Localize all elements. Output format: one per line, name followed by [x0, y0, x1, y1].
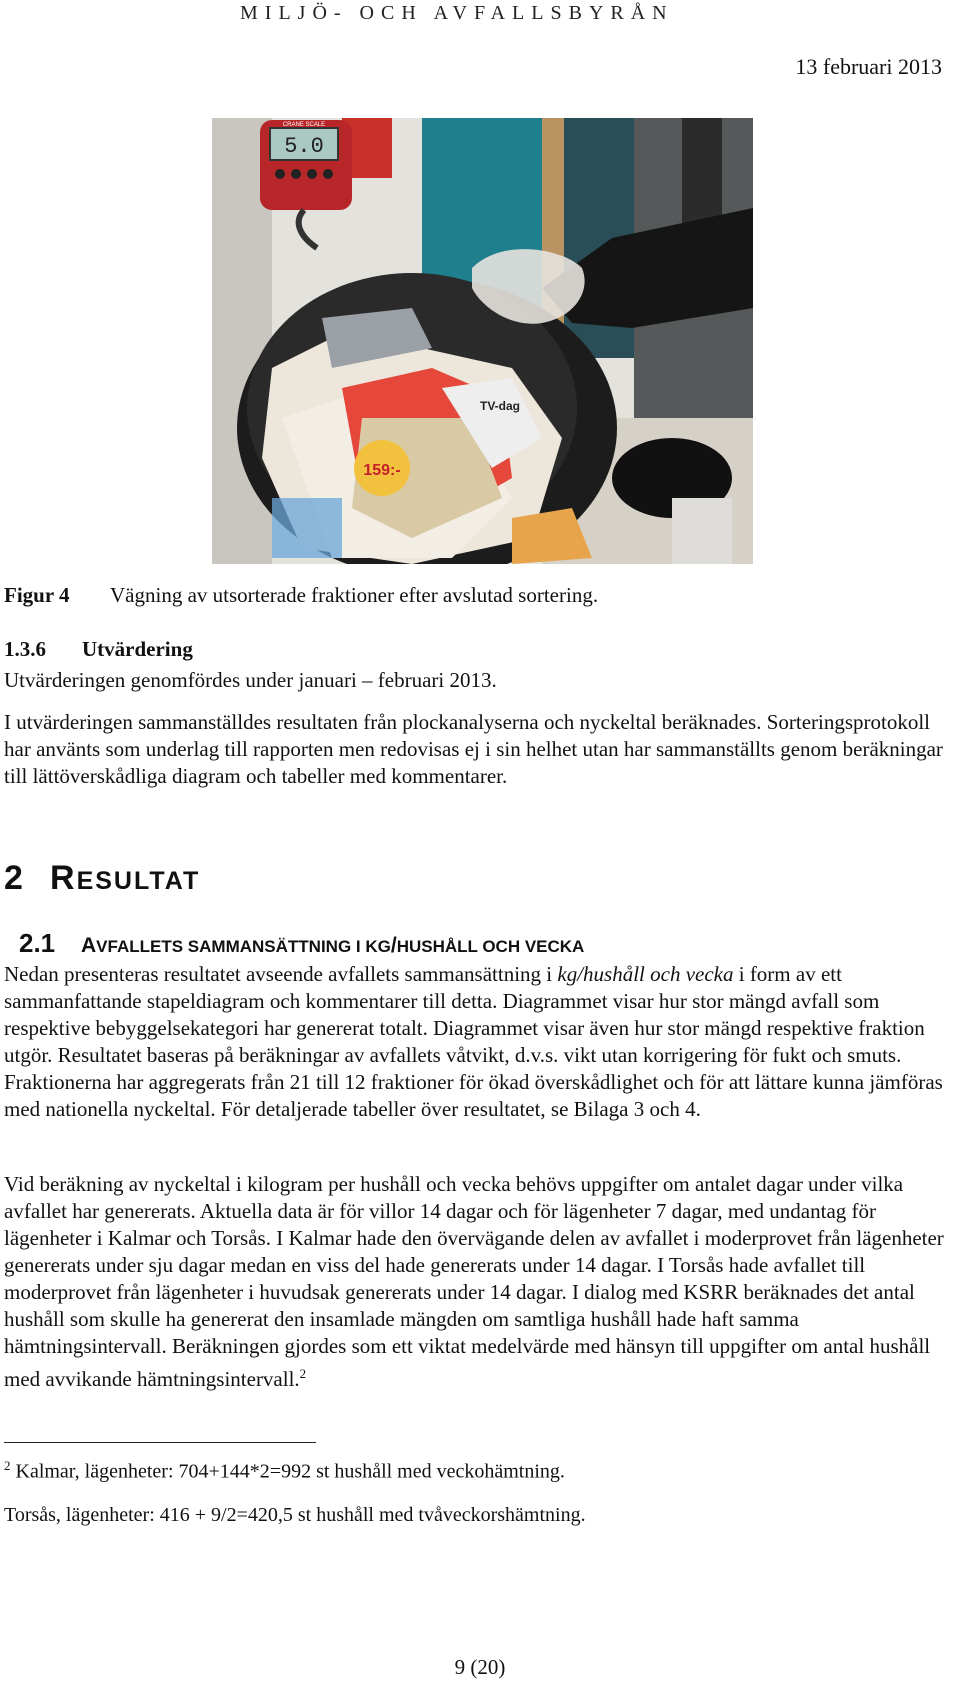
figure-label: Figur 4	[4, 583, 70, 607]
section-number: 1.3.6	[4, 637, 46, 661]
svg-text:5.0: 5.0	[284, 134, 324, 159]
svg-text:TV-dag: TV-dag	[480, 399, 521, 413]
section-2-1-paragraph-2	[4, 1171, 952, 1393]
svg-text:159:-: 159:-	[363, 462, 401, 479]
svg-text:CRANE SCALE: CRANE SCALE	[282, 122, 326, 128]
section-number: 2.1	[19, 928, 56, 958]
paragraph-emphasis: kg/hushåll och vecka	[557, 962, 734, 986]
section-title-initial: R	[50, 859, 77, 897]
paragraph-text: Nedan presenteras resultatet avseende avfallets sammansättning i	[4, 962, 558, 986]
page-number: 9 (20)	[454, 1655, 506, 1679]
footnote-line-1	[4, 1458, 565, 1484]
figure-caption-text: Vägning av utsorterade fraktioner efter avslutad sortering.	[110, 583, 599, 607]
footnote-reference: 2	[299, 1366, 307, 1381]
section-title-part: VFALLETS SAMMANSÄTTNING I KG	[96, 937, 391, 956]
document-header: MILJÖ- OCH AVFALLSBYRÅN	[240, 2, 674, 24]
section-title-rest: ESULTAT	[76, 867, 201, 895]
section-number: 2	[4, 859, 25, 897]
paragraph-text: Vid beräkning av nyckeltal i kilogram per hushåll och vecka behövs uppgifter om antalet dagar under vilka avfallet har genererats. Aktuella data är för villor 14 dagar och för lägenheter 7 dagar, med undantag för lägenheter i Kalmar och Torsås. I Kalmar hade den övervägande delen av avfallet i moderprovet från lägenheter genererats under sju dagar medan en viss del hade genererats under 14 dagar. I Torsås hade avfallet till moderprovet från lägenheter i huvudsak genererats under 14 dagar. I dialog med KSRR beräknades det antal hushåll som skulle ha genererat den insamlade mängden om samtliga hushåll hade haft samma hämtningsintervall. Beräkningen gjordes som ett viktat medelvärde med hänsyn till uppgifter om antal hushåll med avvikande hämtningsintervall.	[4, 1172, 944, 1391]
section-2-1-paragraph-1	[4, 961, 952, 1123]
section-title-part: A	[81, 934, 97, 957]
section-title-part: /	[390, 934, 397, 957]
figure-photo-weighing-waste	[212, 118, 753, 564]
section-1-3-6-paragraph: I utvärderingen sammanställdes resultaten från plockanalyserna och nyckeltal beräknades. Sorteringsprotokoll har använts som underlag till rapporten men redovisas ej i sin helhet utan har sammanställts genom beräkningar till lättöverskådliga diagram och tabeller med kommentarer.	[4, 710, 943, 788]
section-heading-1-3-6	[4, 637, 193, 662]
footnote-divider	[4, 1442, 316, 1443]
section-title: Utvärdering	[82, 637, 193, 661]
section-heading-2	[4, 859, 200, 898]
section-1-3-6-line1: Utvärderingen genomfördes under januari – februari 2013.	[4, 668, 497, 692]
paragraph-text: i form av ett sammanfattande stapeldiagram och kommentarer till detta. Diagrammet visar hur stor mängd avfall som respektive bebyggelsekategori har genererat totalt. Diagrammet visar även hur stor mängd respektive fraktion utgör. Resultatet baseras på beräkningar av avfallets våtvikt, d.v.s. vikt utan korrigering för fukt och smuts. Fraktionerna har aggregerats från 21 till 12 fraktioner för ökad överskådlighet och för att lättare kunna jämföras med nationella nyckeltal. För detaljerade tabeller över resultatet, se Bilaga 3 och 4.	[4, 962, 943, 1121]
document-date: 13 februari 2013	[795, 54, 942, 79]
footnote-line-2: Torsås, lägenheter: 416 + 9/2=420,5 st hushåll med tvåveckorshämtning.	[4, 1504, 586, 1526]
section-heading-2-1	[19, 928, 584, 959]
section-title-part: HUSHÅLL OCH VECKA	[396, 937, 585, 956]
footnote-mark: 2	[4, 1458, 11, 1473]
figure-caption	[4, 583, 598, 608]
footnote-text: Kalmar, lägenheter: 704+144*2=992 st hushåll med veckohämtning.	[15, 1460, 565, 1483]
